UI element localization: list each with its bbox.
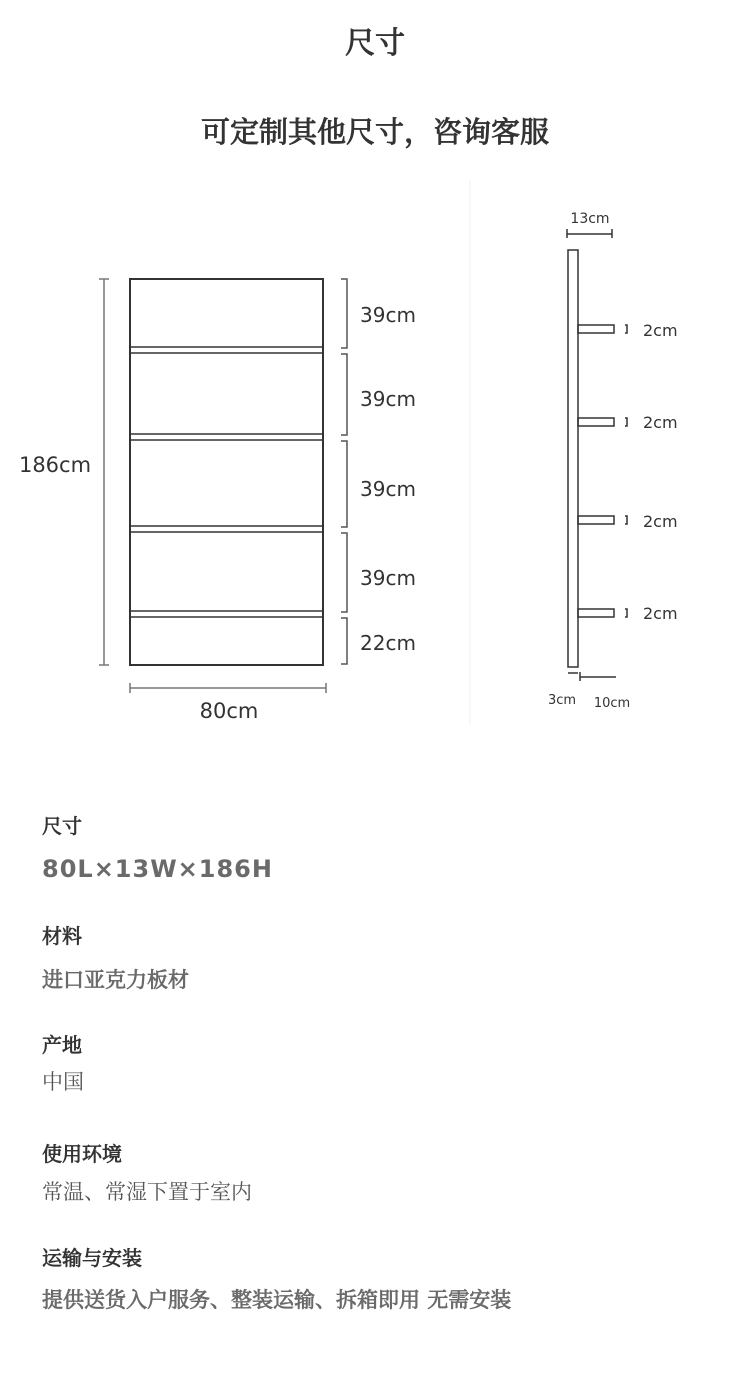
section-label-2: 39cm <box>360 387 416 411</box>
spec-material-label: 材料 <box>42 924 82 948</box>
spec-origin-label: 产地 <box>42 1033 82 1057</box>
front-view <box>19 279 416 723</box>
section-label-3: 39cm <box>360 477 416 501</box>
shelf-thickness-marks <box>625 325 627 617</box>
side-shelf-2 <box>578 418 614 426</box>
depth-dimension <box>567 229 612 238</box>
width-dimension <box>130 683 326 693</box>
spec-size-value: 80L×13W×186H <box>42 855 273 883</box>
height-label: 186cm <box>18 453 92 477</box>
spec-size-label: 尺寸 <box>42 814 82 838</box>
width-label: 80cm <box>199 699 259 723</box>
section-label-1: 39cm <box>360 303 416 327</box>
frame-outline <box>130 279 323 665</box>
shelf-depth-label: 10cm <box>593 696 631 711</box>
section-label-4: 39cm <box>360 566 416 590</box>
side-shelf-1 <box>578 325 614 333</box>
spec-delivery-value: 提供送货入户服务、整装运输、拆箱即用 无需安装 <box>42 1288 512 1312</box>
section-brackets <box>341 279 347 664</box>
shelf-thickness-label-1: 2cm <box>643 321 678 340</box>
spec-material-value: 进口亚克力板材 <box>42 968 189 992</box>
bottom-dimensions <box>568 672 616 681</box>
section-label-5: 22cm <box>360 631 416 655</box>
spec-delivery-label: 运输与安装 <box>42 1246 142 1270</box>
height-dimension <box>99 279 109 665</box>
board-thickness-label: 3cm <box>547 693 577 708</box>
side-board <box>568 250 578 667</box>
side-shelf-3 <box>578 516 614 524</box>
spec-origin-value: 中国 <box>42 1070 84 1094</box>
page-title: 尺寸 <box>345 26 405 61</box>
shelf-3 <box>130 526 323 532</box>
shelf-2 <box>130 434 323 440</box>
page-subtitle: 可定制其他尺寸，咨询客服 <box>200 115 549 149</box>
shelf-4 <box>130 611 323 617</box>
dimension-diagram <box>0 170 750 730</box>
side-shelf-4 <box>578 609 614 617</box>
shelf-thickness-label-3: 2cm <box>643 512 678 531</box>
depth-label: 13cm <box>570 211 610 227</box>
shelf-thickness-label-4: 2cm <box>643 604 678 623</box>
shelf-thickness-label-2: 2cm <box>643 413 678 432</box>
side-view <box>548 211 678 711</box>
spec-environment-value: 常温、常湿下置于室内 <box>42 1180 252 1204</box>
shelf-1 <box>130 347 323 353</box>
spec-environment-label: 使用环境 <box>42 1142 122 1166</box>
